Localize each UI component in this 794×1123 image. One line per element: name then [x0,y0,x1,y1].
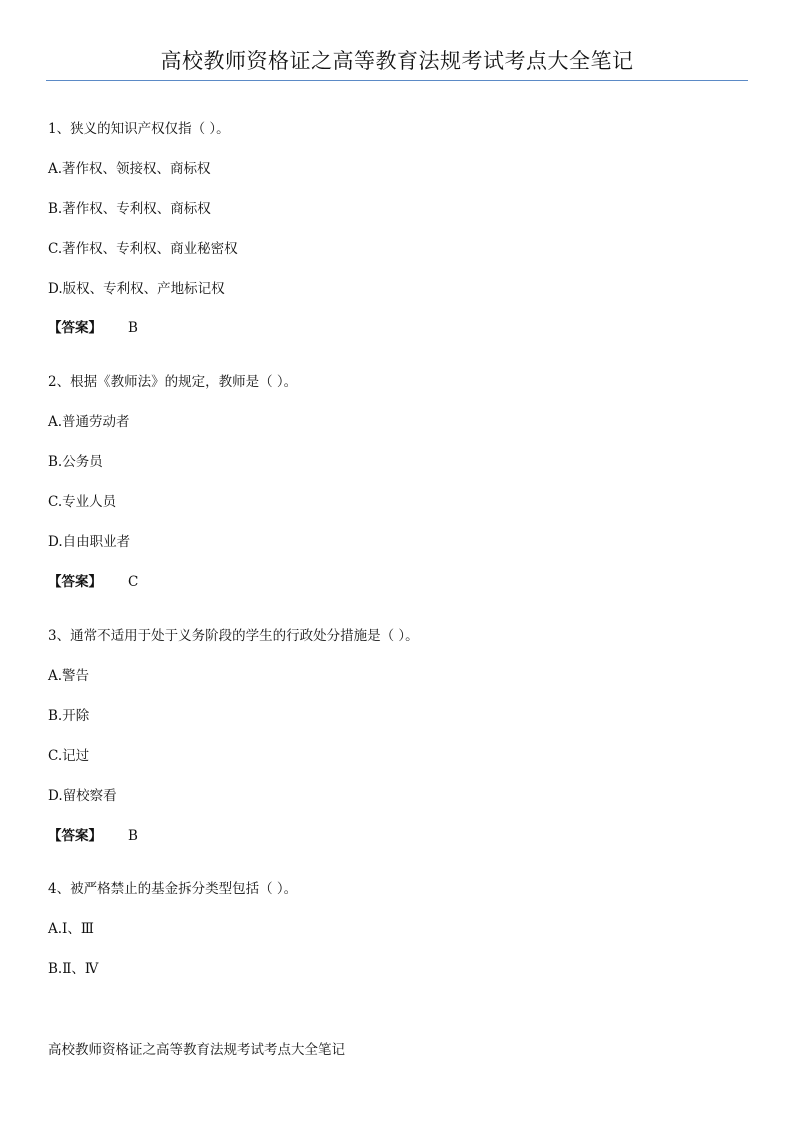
question-3-option-d: D.留校察看 [48,788,117,804]
question-2-option-b: B.公务员 [48,454,103,470]
header-divider [46,80,748,81]
page-footer: 高校教师资格证之高等教育法规考试考点大全笔记 [48,1042,345,1058]
question-2-option-a: A.普通劳动者 [48,414,130,430]
question-1-stem: 1、狭义的知识产权仅指（ ）。 [48,121,230,137]
question-2-option-d: D.自由职业者 [48,534,131,550]
answer-value: B [128,320,138,336]
page-title: 高校教师资格证之高等教育法规考试考点大全笔记 [160,49,634,73]
question-1-option-b: B.著作权、专利权、商标权 [48,201,211,217]
answer-value: C [128,574,139,590]
question-3-stem: 3、通常不适用于处于义务阶段的学生的行政处分措施是（ ）。 [48,628,419,644]
answer-label: 【答案】 [48,828,102,844]
answer-label: 【答案】 [48,320,102,336]
question-1-option-c: C.著作权、专利权、商业秘密权 [48,241,238,257]
question-2-stem: 2、根据《教师法》的规定，教师是（ ）。 [48,374,298,390]
question-4-stem: 4、被严格禁止的基金拆分类型包括（ ）。 [48,881,298,897]
question-2-answer [48,573,138,591]
question-3-answer [48,827,138,845]
question-3-option-a: A.警告 [48,668,90,684]
question-1-option-a: A.著作权、领接权、商标权 [48,161,211,177]
question-4-option-a: A.Ⅰ、Ⅲ [48,921,94,937]
question-4-option-b: B.Ⅱ、Ⅳ [48,961,99,977]
answer-value: B [128,828,138,844]
question-3-option-c: C.记过 [48,748,90,764]
question-3-option-b: B.开除 [48,708,90,724]
question-1-answer [48,319,138,337]
answer-label: 【答案】 [48,574,102,590]
question-2-option-c: C.专业人员 [48,494,117,510]
question-1-option-d: D.版权、专利权、产地标记权 [48,281,225,297]
